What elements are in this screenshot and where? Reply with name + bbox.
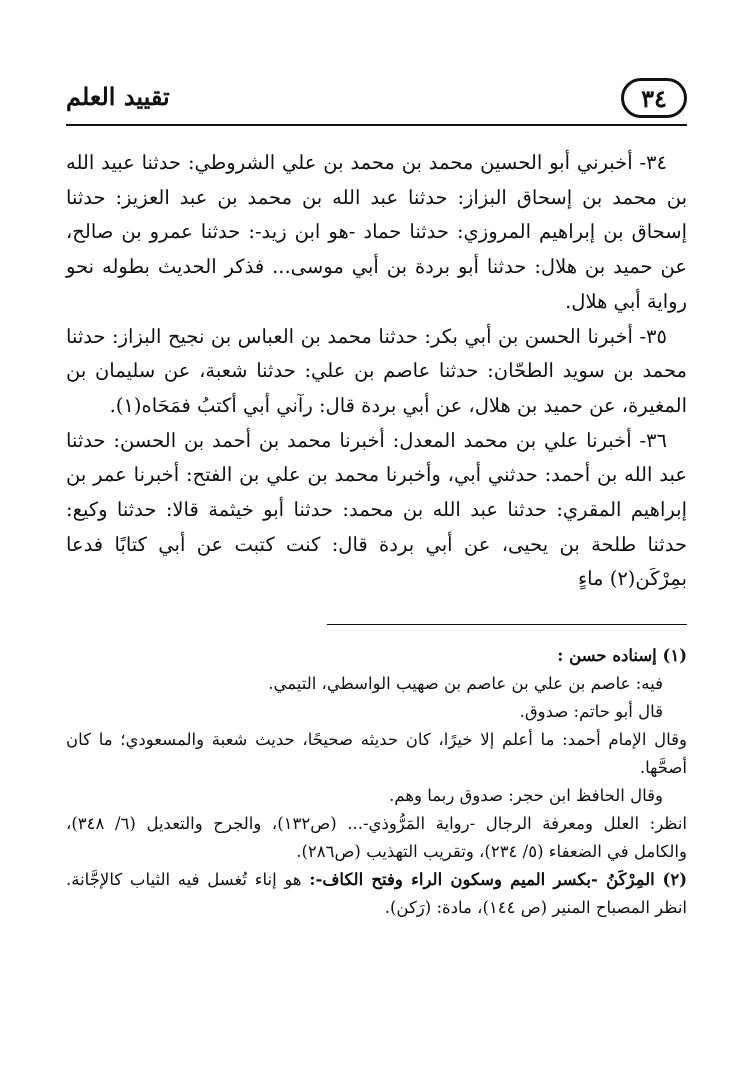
- running-title: تقييد العلم: [66, 82, 170, 111]
- hadith-36: ٣٦- أخبرنا علي بن محمد المعدل: أخبرنا محمد بن أحمد بن الحسن: حدثنا عبد الله بن أحمد: حدثني أبي، وأخبرنا محمد بن علي بن الفتح: أخبرنا عمر بن إبراهيم المقري: حدثنا عبد الله بن محمد: حدثنا أبو خيثمة قالا: حدثنا وكيع: حدثنا طلحة بن يحيى، عن أبي بردة قال: كنت كتبت عن أبي كتابًا فدعا بمِرْكَن(٢) ماءٍ: [66, 428, 687, 591]
- hadith-34: ٣٤- أخبرني أبو الحسين محمد بن محمد بن علي الشروطي: حدثنا عبيد الله بن محمد بن إسحاق البزاز: حدثنا عبد الله بن محمد بن عبد العزيز: حدثنا إسحاق بن إبراهيم المروزي: حدثنا حماد -هو ابن زيد-: حدثنا عمرو بن صالح، عن حميد بن هلال: حدثنا أبو بردة بن أبي موسى... فذكر الحديث بطوله نحو رواية أبي هلال.: [66, 151, 687, 313]
- main-text: [66, 146, 687, 597]
- footnote-1-line: قال أبو حاتم: صدوق.: [519, 702, 663, 721]
- footnote-1-line: فيه: عاصم بن علي بن عاصم بن صهيب الواسطي، التيمي.: [268, 674, 663, 693]
- footnote-2: [66, 866, 687, 922]
- footnote-1-line: انظر: العلل ومعرفة الرجال -رواية المَرُّوذي-... (ص١٣٢)، والجرح والتعديل (٦/ ٣٤٨)، والكامل في الضعفاء (٥/ ٢٣٤)، وتقريب التهذيب (ص٢٨٦).: [66, 814, 688, 861]
- footnote-1-line: وقال الإمام أحمد: ما أعلم إلا خيرًا، كان حديثه صحيحًا، حديث شعبة والمسعودي؛ ما كان أصحَّها.: [66, 730, 687, 777]
- page-number: ٣٤: [621, 78, 687, 118]
- footnote-1-line: وقال الحافظ ابن حجر: صدوق ربما وهم.: [389, 786, 663, 805]
- footnote-2-term: المِرْكَنُ -بكسر الميم وسكون الراء وفتح الكاف-:: [309, 870, 655, 889]
- footnote-separator: [327, 624, 687, 625]
- footnotes: [66, 642, 687, 922]
- footnote-1-heading: (١) إسناده حسن :: [557, 646, 687, 665]
- page-header: [66, 78, 687, 122]
- hadith-35: ٣٥- أخبرنا الحسن بن أبي بكر: حدثنا محمد بن العباس بن نجيح البزاز: حدثنا محمد بن سويد الطحّان: حدثنا عاصم بن علي: حدثنا شعبة، عن سليمان بن المغيرة، عن حميد بن هلال، عن أبي بردة قال: رآني أبي أكتبُ فمَحَاه(١).: [66, 324, 687, 417]
- footnote-2-text: هو إناء تُغسل فيه الثياب كالإجَّانة. انظر المصباح المنير (ص ١٤٤)، مادة: (رَكن).: [66, 870, 687, 917]
- header-rule: [66, 124, 687, 126]
- footnote-2-number: (٢): [662, 870, 688, 889]
